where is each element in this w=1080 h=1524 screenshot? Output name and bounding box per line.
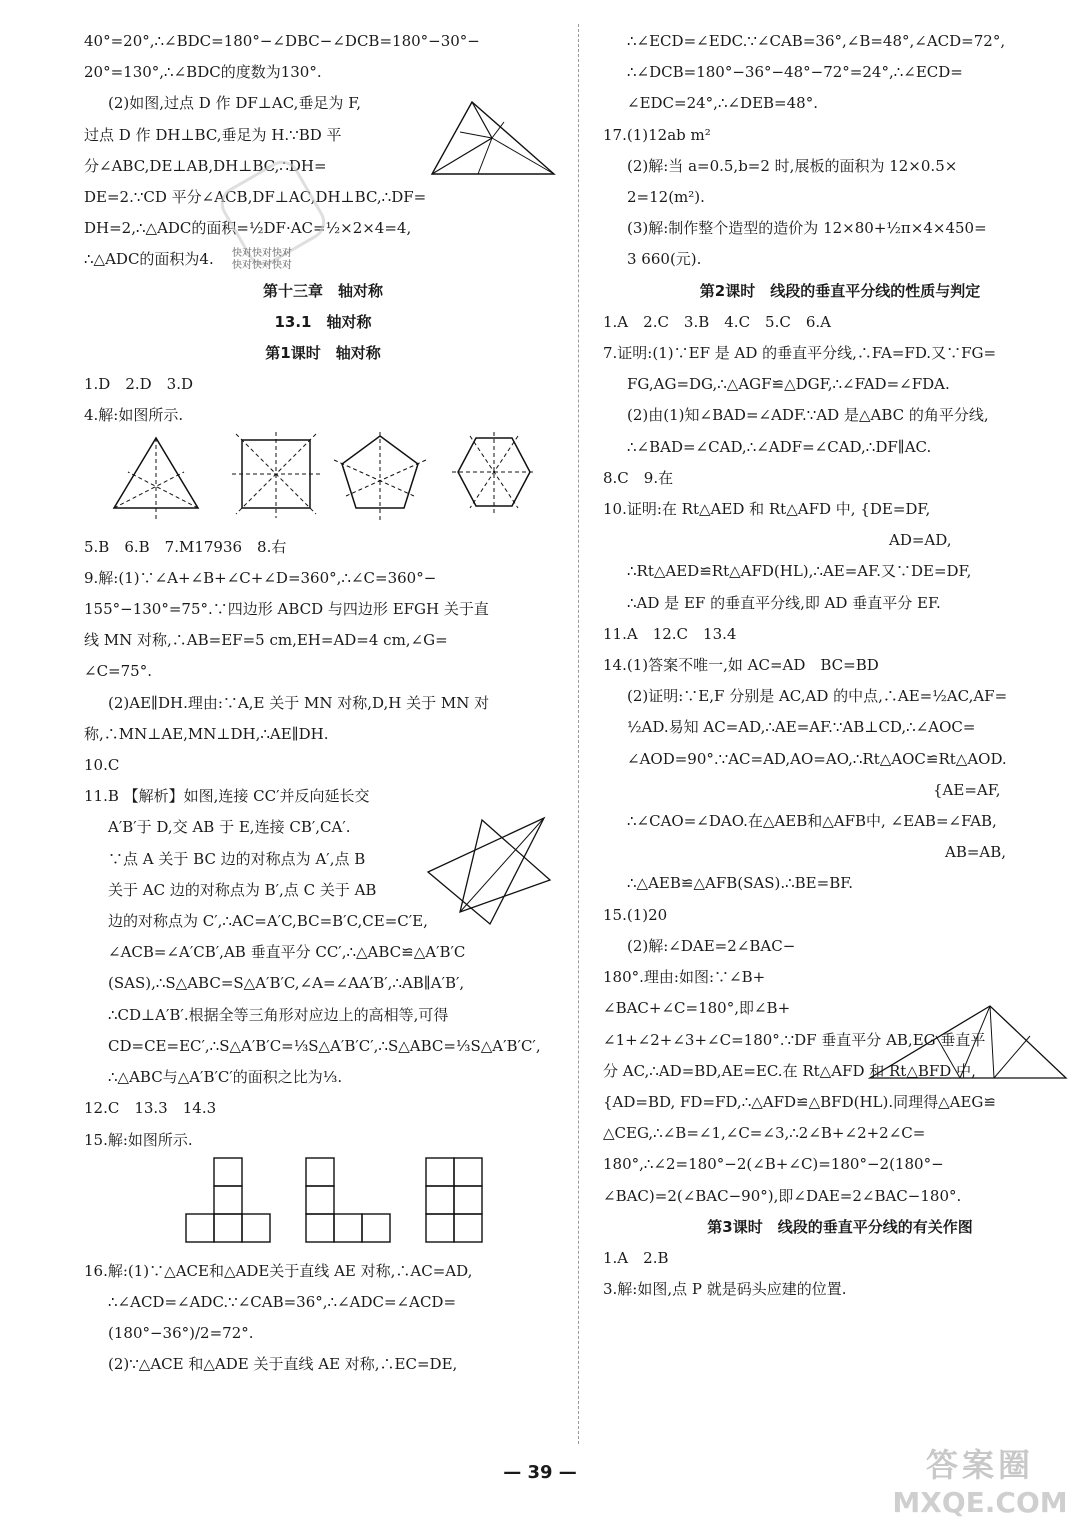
- text-line: 3.解:如图,点 P 就是码头应建的位置.: [603, 1280, 847, 1299]
- text-line: 8.C 9.在: [603, 468, 674, 487]
- shapes-figure-row: [84, 432, 562, 532]
- text-line: ∠C=75°.: [84, 662, 152, 681]
- text-line: ∴△ADC的面积为4.: [84, 250, 214, 269]
- text-line: 分∠ABC,DE⊥AB,DH⊥BC,∴DH=: [84, 156, 327, 175]
- text-line: A′B′于 D,交 AB 于 E,连接 CB′,CA′.: [108, 818, 351, 837]
- text-line: 10.C: [84, 756, 120, 775]
- text-line: 9.解:(1)∵∠A+∠B+∠C+∠D=360°,∴∠C=360°−: [84, 568, 437, 587]
- text-line: 16.解:(1)∵△ACE和△ADE关于直线 AE 对称,∴AC=AD,: [84, 1261, 473, 1280]
- text-line: ∠BAC)=2(∠BAC−90°),即∠DAE=2∠BAC−180°.: [603, 1186, 962, 1205]
- text-line: ∠1+∠2+∠3+∠C=180°.∵DF 垂直平分 AB,EG 垂直平: [603, 1030, 986, 1049]
- text-line: {AE=AF,: [933, 780, 1001, 799]
- text-line: 155°−130°=75°.∵四边形 ABCD 与四边形 EFGH 关于直: [84, 600, 489, 619]
- text-line: 12.C 13.3 14.3: [84, 1099, 217, 1118]
- text-line: ∠EDC=24°,∴∠DEB=48°.: [627, 94, 818, 113]
- section-heading: 13.1 轴对称: [274, 312, 372, 331]
- text-line: ∴△AEB≌△AFB(SAS).∴BE=BF.: [627, 874, 854, 893]
- watermark-app-text: 快对快对快对 快对快对快对: [232, 248, 292, 271]
- text-line: ½AD.易知 AC=AD,∴AE=AF.∵AB⊥CD,∴∠AOC=: [627, 718, 976, 737]
- text-line: 11.A 12.C 13.4: [603, 624, 737, 643]
- text-line: 称,∴MN⊥AE,MN⊥DH,∴AE∥DH.: [84, 724, 329, 743]
- text-line: ∠AOD=90°.∵AC=AD,AO=AO,∴Rt△AOC≌Rt△AOD.: [627, 749, 1007, 768]
- text-line: 11.B 【解析】如图,连接 CC′并反向延长交: [84, 787, 370, 806]
- text-line: (2)解:当 a=0.5,b=2 时,展板的面积为 12×0.5×: [627, 156, 958, 175]
- text-line: (2)∵△ACE 和△ADE 关于直线 AE 对称,∴EC=DE,: [108, 1355, 458, 1374]
- text-line: DE=2.∵CD 平分∠ACB,DF⊥AC,DH⊥BC,∴DF=: [84, 188, 427, 207]
- text-line: (2)解:∠DAE=2∠BAC−: [627, 936, 796, 955]
- text-line: 15.解:如图所示.: [84, 1130, 193, 1149]
- text-line: (2)如图,过点 D 作 DF⊥AC,垂足为 F,: [108, 94, 362, 113]
- section-heading: 第十三章 轴对称: [262, 281, 383, 300]
- text-line: ∴∠DCB=180°−36°−48°−72°=24°,∴∠ECD=: [627, 63, 963, 82]
- text-line: {AD=BD, FD=FD,∴△AFD≌△BFD(HL).同理得△AEG≌: [603, 1092, 996, 1111]
- text-line: ∴∠ACD=∠ADC.∵∠CAB=36°,∴∠ADC=∠ACD=: [108, 1292, 457, 1311]
- triangle-reflection-figure: [420, 812, 560, 932]
- text-line: 20°=130°,∴∠BDC的度数为130°.: [84, 63, 322, 82]
- grids-figure-row: [84, 1156, 562, 1256]
- text-line: FG,AG=DG,∴△AGF≌△DGF,∴∠FAD=∠FDA.: [627, 375, 950, 394]
- text-line: AD=AD,: [889, 531, 952, 550]
- text-line: ∴AD 是 EF 的垂直平分线,即 AD 垂直平分 EF.: [627, 593, 941, 612]
- text-line: 关于 AC 边的对称点为 B′,点 C 关于 AB: [108, 880, 377, 899]
- text-line: 1.D 2.D 3.D: [84, 375, 194, 394]
- text-line: ∠BAC+∠C=180°,即∠B+: [603, 999, 791, 1018]
- text-line: 4.解:如图所示.: [84, 406, 184, 425]
- text-line: 线 MN 对称,∴AB=EF=5 cm,EH=AD=4 cm,∠G=: [84, 631, 448, 650]
- text-line: DH=2,∴△ADC的面积=½DF·AC=½×2×4=4,: [84, 219, 412, 238]
- triangle-perpendicular-bisector-figure: [862, 1000, 1072, 1090]
- text-line: 180°.理由:如图:∵∠B+: [603, 968, 766, 987]
- triangle-abc-figure: [424, 96, 564, 192]
- text-line: ∴∠BAD=∠CAD,∴∠ADF=∠CAD,∴DF∥AC.: [627, 437, 932, 456]
- text-line: ∴∠ECD=∠EDC.∵∠CAB=36°,∠B=48°,∠ACD=72°,: [627, 32, 1006, 50]
- text-line: (2)由(1)知∠BAD=∠ADF.∵AD 是△ABC 的角平分线,: [627, 406, 989, 425]
- text-line: 180°,∴∠2=180°−2(∠B+∠C)=180°−2(180°−: [603, 1155, 944, 1174]
- text-line: (SAS),∴S△ABC=S△A′B′C,∠A=∠AA′B′,∴AB∥A′B′,: [108, 974, 465, 993]
- text-line: (180°−36°)/2=72°.: [108, 1324, 254, 1343]
- text-line: 17.(1)12ab m²: [603, 125, 711, 144]
- text-line: CD=CE=EC′,∴S△A′B′C=⅓S△A′B′C′,∴S△ABC=⅓S△A′B′C′,: [108, 1036, 541, 1055]
- text-line: (2)AE∥DH.理由:∵A,E 关于 MN 对称,D,H 关于 MN 对: [108, 693, 490, 712]
- text-line: 1.A 2.B: [603, 1248, 669, 1267]
- text-line: 3 660(元).: [627, 250, 702, 269]
- text-line: 40°=20°,∴∠BDC=180°−∠DBC−∠DCB=180°−30°−: [84, 32, 480, 50]
- text-line: (2)证明:∵E,F 分别是 AC,AD 的中点,∴AE=½AC,AF=: [627, 687, 1008, 706]
- text-line: 5.B 6.B 7.M17936 8.右: [84, 537, 287, 556]
- brand-watermark: 答案圈 MXQE.COM: [892, 1446, 1068, 1519]
- text-line: ∴Rt△AED≌Rt△AFD(HL),∴AE=AF.又∵DE=DF,: [627, 562, 972, 581]
- page-number: — 39 —: [503, 1462, 577, 1483]
- text-line: 1.A 2.C 3.B 4.C 5.C 6.A: [603, 312, 831, 331]
- text-line: 15.(1)20: [603, 905, 668, 924]
- text-line: ∠ACB=∠A′CB′,AB 垂直平分 CC′,∴△ABC≌△A′B′C: [108, 943, 466, 962]
- text-line: 边的对称点为 C′,∴AC=A′C,BC=B′C,CE=C′E,: [108, 912, 428, 931]
- symmetric-shapes-figure: [84, 432, 544, 532]
- section-heading: 第1课时 轴对称: [265, 344, 381, 363]
- text-line: 14.(1)答案不唯一,如 AC=AD BC=BD: [603, 656, 879, 675]
- right-column: [603, 26, 1077, 1305]
- text-line: ∴△ABC与△A′B′C′的面积之比为⅓.: [108, 1068, 343, 1087]
- text-line: 10.证明:在 Rt△AED 和 Rt△AFD 中, {DE=DF,: [603, 500, 931, 519]
- section-heading: 第2课时 线段的垂直平分线的性质与判定: [699, 281, 981, 300]
- text-line: (3)解:制作整个造型的造价为 12×80+½π×4×450=: [627, 219, 987, 238]
- text-line: 2=12(m²).: [627, 188, 705, 207]
- text-line: ∵点 A 关于 BC 边的对称点为 A′,点 B: [108, 849, 366, 868]
- text-line: 分 AC,∴AD=BD,AE=EC.在 Rt△AFD 和 Rt△BFD 中,: [603, 1061, 976, 1080]
- section-heading: 第3课时 线段的垂直平分线的有关作图: [707, 1217, 973, 1236]
- text-line: AB=AB,: [945, 843, 1007, 862]
- text-line: 7.证明:(1)∵EF 是 AD 的垂直平分线,∴FA=FD.又∵FG=: [603, 344, 997, 363]
- text-line: ∴CD⊥A′B′.根据全等三角形对应边上的高相等,可得: [108, 1005, 449, 1024]
- cube-net-figure: [184, 1156, 584, 1256]
- text-line: 过点 D 作 DH⊥BC,垂足为 H.∵BD 平: [84, 125, 342, 144]
- text-line: ∴∠CAO=∠DAO.在△AEB和△AFB中, ∠EAB=∠FAB,: [627, 812, 997, 831]
- text-line: △CEG,∴∠B=∠1,∠C=∠3,∴2∠B+∠2+2∠C=: [603, 1124, 926, 1143]
